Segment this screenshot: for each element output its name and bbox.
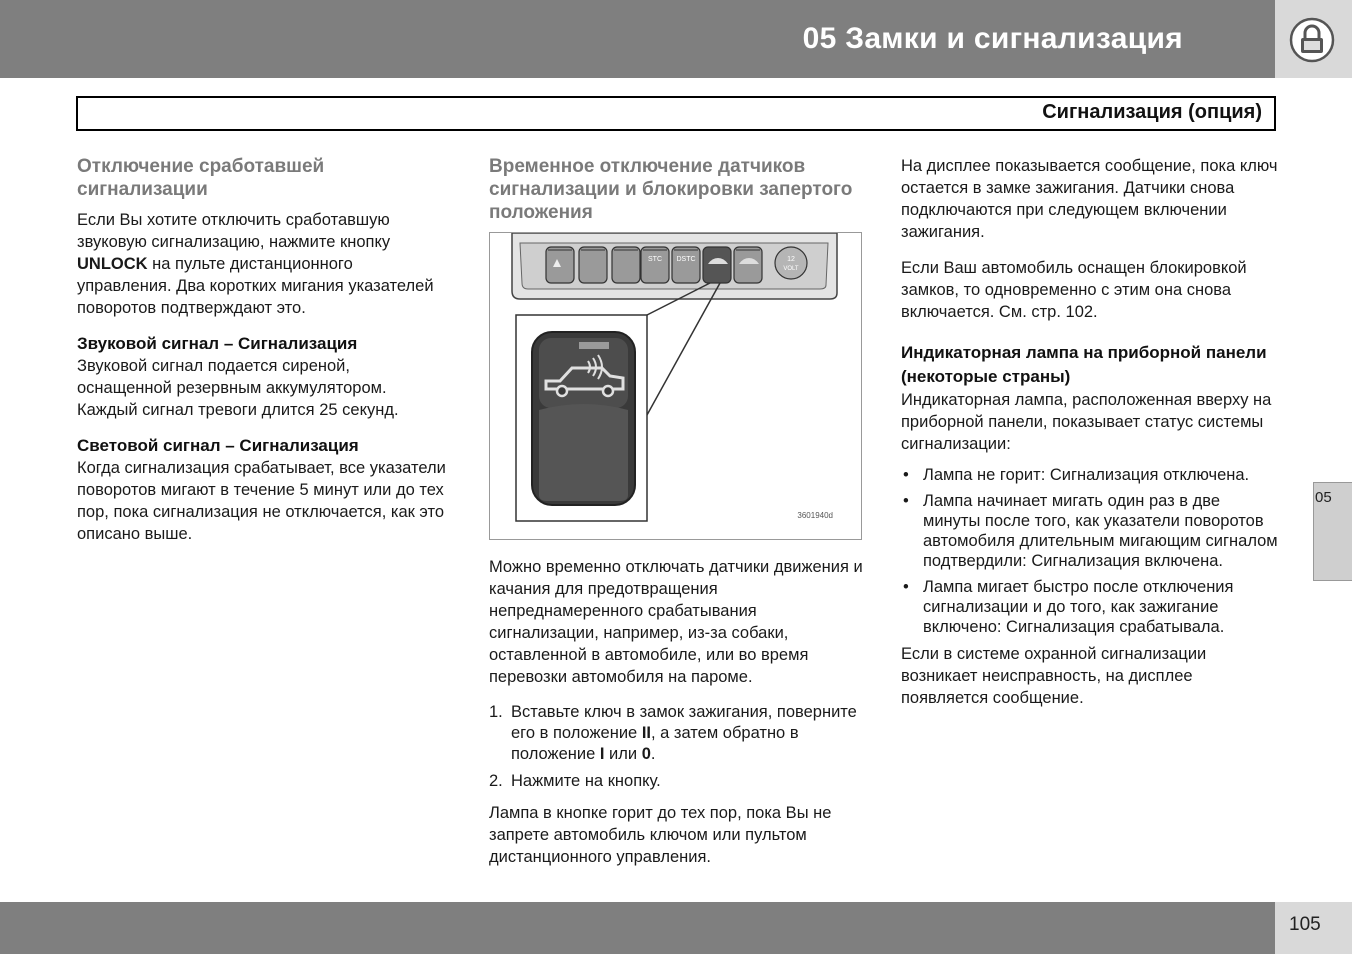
lock-tab xyxy=(1275,0,1352,78)
position-i: I xyxy=(599,745,605,763)
heading-disable-alarm: Отключение сработавшей сигнализации xyxy=(77,156,325,200)
unlock-bold: UNLOCK xyxy=(77,255,148,273)
paragraph-unlock xyxy=(77,209,447,319)
status-item: • Лампа не горит: Сигнализация отключена. xyxy=(901,465,1281,485)
header-bar xyxy=(0,0,1275,78)
text-span: или xyxy=(604,745,642,763)
section-title-box xyxy=(76,96,1276,131)
paragraph-light-signal: Когда сигнализация срабатывает, все указатели поворотов мигают в течение 5 минут или до тех пор, пока сигнализация не отключается, как это описано выше. xyxy=(77,459,446,543)
footer-bar xyxy=(0,902,1275,954)
step-1 xyxy=(489,702,867,765)
heading-temp-disable: Временное отключение датчиков сигнализации и блокировки запертого положения xyxy=(489,156,853,223)
paragraph-sensors: Можно временно отключать датчики движения и качания для предотвращения непреднамеренного срабатывания сигнализации, например, из-за собаки, оставленной в автомобиле, или во время перевозки автомобиля на пароме. xyxy=(489,558,863,686)
step-2 xyxy=(489,771,867,792)
chapter-title: 05 Замки и сигнализация xyxy=(802,22,1183,55)
column-3 xyxy=(901,155,1281,723)
paragraph-lock-blocking: Если Ваш автомобиль оснащен блокировкой замков, то одновременно с этим она снова включается. См. стр. 102. xyxy=(901,259,1247,321)
dstc-label: DSTC xyxy=(676,256,696,263)
step-number: 1. xyxy=(489,703,503,721)
console-button-illustration xyxy=(490,233,861,539)
paragraph-fault: Если в системе охранной сигнализации возникает неисправность, на дисплее появляется сообщение. xyxy=(901,645,1207,707)
text-span: Нажмите на кнопку. xyxy=(511,772,661,790)
text-span: Вставьте ключ в замок зажигания, поверните его в положение xyxy=(511,703,857,742)
page-number-box xyxy=(1275,902,1352,954)
column-2 xyxy=(489,155,867,882)
text-span: , а затем обратно в положение xyxy=(511,724,799,763)
chapter-side-tab xyxy=(1313,482,1352,581)
text-span: . xyxy=(650,745,656,763)
column-1 xyxy=(77,155,447,559)
position-0: 0 xyxy=(641,745,651,763)
step-number: 2. xyxy=(489,772,503,790)
status-item: • Лампа мигает быстро после отключения сигнализации и до того, как зажигание включено: Сигнализация срабатывала. xyxy=(901,577,1281,637)
section-title: Сигнализация (опция) xyxy=(1042,101,1262,123)
figure-code: 3601940d xyxy=(797,511,833,520)
paragraph-display-message: На дисплее показывается сообщение, пока ключ остается в замке зажигания. Датчики снова подключаются при следующем включении зажигания. xyxy=(901,157,1278,241)
stc-label: STC xyxy=(648,256,662,263)
text-span: на пульте дистанционного управления. Два коротких мигания указателей поворотов подтверждают это. xyxy=(77,255,434,317)
status-item: • Лампа начинает мигать один раз в две минуты после того, как указатели поворотов автомобиля длительным мигающим сигналом подтвердили: Сигнализация включена. xyxy=(901,491,1281,571)
subheading-indicator-lamp: Индикаторная лампа на приборной панели (некоторые страны) xyxy=(901,343,1267,386)
paragraph-sound-signal: Звуковой сигнал подается сиреной, оснащенной резервным аккумулятором. Каждый сигнал тревоги длится 25 секунд. xyxy=(77,357,399,419)
volt-bottom-label: VOLT xyxy=(783,266,799,272)
status-list xyxy=(901,465,1281,637)
figure-center-console xyxy=(489,232,862,540)
position-ii: II xyxy=(641,724,651,742)
paragraph-lamp: Лампа в кнопке горит до тех пор, пока Вы не запрете автомобиль ключом или пультом дистанционного управления. xyxy=(489,804,832,866)
paragraph-indicator: Индикаторная лампа, расположенная вверху на приборной панели, показывает статус системы сигнализации: xyxy=(901,391,1272,453)
steps-list xyxy=(489,702,867,792)
page-number: 105 xyxy=(1289,914,1321,935)
subheading-sound-signal: Звуковой сигнал – Сигнализация xyxy=(77,334,358,353)
lock-icon xyxy=(1287,17,1337,63)
text-span: Если Вы хотите отключить сработавшую звуковую сигнализацию, нажмите кнопку xyxy=(77,211,391,251)
subheading-light-signal: Световой сигнал – Сигнализация xyxy=(77,436,359,455)
volt-top-label: 12 xyxy=(787,256,795,263)
side-tab-label: 05 xyxy=(1315,489,1332,506)
